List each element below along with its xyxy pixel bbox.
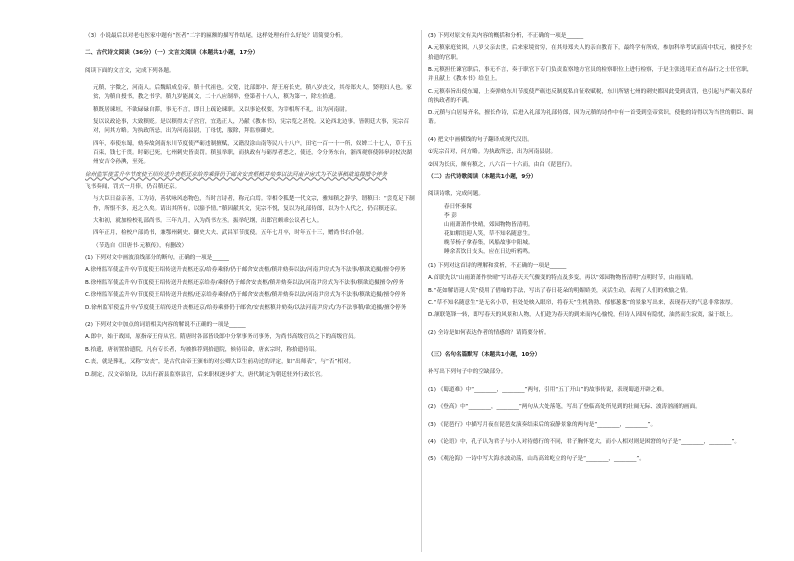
fill-item-2: (2) 《登高》中“________，________”两句从大处落笔，写出了登临高处所见到的壮阔无际、波涛汹涌的画面。: [428, 404, 701, 411]
passage-paragraph-8: 四年正月，检校户部尚书，兼鄂州刺史、御史大夫、武昌军节度使。五年七月卒，时年五十三，赠尚书右仆射。: [93, 230, 368, 237]
fill-item-4: (4) 《论语》中，孔子认为君子与小人对待德行的不同，君子胸怀宽大，而小人相对则是困窘的句子是“________，________”。: [428, 439, 740, 446]
mcq-1-option-a: A.徐州监军使孟升卒/节度使王绍传送升丧柩还京/给券乘驿/仍于邮舍安丧柩/稹并劾奏以法/河南尹房式为不法事/稹欲追摄/擅令停务: [85, 267, 406, 274]
fill-item-1: (1) 《蜀道难》中“________，________”两句，引用“五丁开山”的故事传说，表现蜀道开辟之难。: [428, 386, 668, 393]
passage-paragraph-1: 元稹，字微之，河南人。后魏昭成皇帝，稹十代祖也。父宽，比部郎中、舒王府长史，稹八岁丧父，其母郑夫人，贤明妇人也。家贫，为稹自授书，教之书学。稹九岁能属文，二十八应制举，登第者十八人，稹为第一，除左拾遗。: [93, 85, 412, 101]
fill-item-3: (3) 《琵琶行》中描写月夜在琵琶女演奏结束后的寂静景象的两句是“________，________”。: [428, 421, 657, 428]
translation-sentence-2: ②因为长庆，颇有稹之，八六百一十六而，由白《琵琶行》。: [428, 161, 576, 168]
poem-title: 春日怀秦髯: [444, 203, 472, 210]
mcq-1-option-c: C.徐州监军使孟升卒/节度使王绍传送升丧柩/还京给券乘驿/仍于邮舍安丧柩/稹并劾奏以法/河南尹房式为不法事/稹欲追摄/擅令停务: [85, 292, 406, 299]
translation-sentence-1: ①宪宗召对，问方略。为执政所忌，出为河南县尉。: [428, 149, 557, 156]
passage-paragraph-5: 飞书奏闻，罚式一月俸，仍召稹还京。: [85, 183, 181, 190]
question-3-prompt: （3）小说最后以对老屯医家中题有“医者”二字的匾额的描写作结尾，这样处理有什么好处？请简要分析。: [85, 33, 347, 39]
poem-author: 李 彭: [444, 212, 457, 219]
mcq-3-option-c: C.元稹奉旨出使东蜀，上奏弹劾东川节度使严砺违反制度私自征收赋税，东川所辖七州的刺史都因此受到责罚，也引起与严砺关系好的执政者的不满。: [428, 88, 753, 104]
passage-source: （节选自《旧唐书·元稹传》，有删改）: [93, 242, 188, 249]
poem-line: 晚节杨子拿春集，风船故事中阳城。: [444, 239, 534, 246]
poem-mcq-option-d: D.颔联笔锋一转，即写春天的风景和人物，人们趁为春天的到来而内心愉悦，但诗人因因有隐忧，油然而生寂寞，溢于纸上。: [428, 312, 737, 319]
mcq-3-option-b: B.元稹担任谏官职后，事无不言，奏于职官下专门负责监察地方官员的检察职位上进行检察，于是主张选用正直有品行之士任官职，并且献上《教本书》给皇上。: [428, 66, 753, 83]
mcq-3-option-d: D.元稹与白居易齐名，擅长作诗，后进入礼部为礼部侍郎，因为元稹的诗作中有一首受到皇帝赏识，使他的诗得以为当世的朝臣、调谐。: [428, 110, 753, 126]
mcq-2-option-b: B.拾遗，唐初置拾遗院，凡有专长者，均被推荐到拾遗院，候待诏命，唐玄宗时，称拾遗待诏。: [85, 346, 320, 353]
mcq-2-stem: (2) 下列对文中加点的词语相关内容的解说不正确的一项是______: [85, 322, 246, 329]
right-column: [428, 32, 753, 468]
mcq-3-stem: (3) 下列对原文有关内容的概括和分析，不正确的一项是______: [428, 33, 584, 39]
mcq-2-option-c: C.丧，就是葬礼，又称“安丧”，是古代由帝王颁布的对公卿大臣生前功过的评定，如“出师表”，与“否”相对。: [85, 359, 355, 366]
mcq-1-option-b: B.徐州监军使孟升卒/节度使王绍传送升丧柩还京给券/乘驿仍于邮舍安丧柩/稹并劾奏以法/河南尹房式为不法事/稹欲追摄擅令/停务: [85, 279, 404, 286]
mcq-2-option-a: A.郎中，始于战国，原指帝王侍从官。隋唐时各部皆设郎中分掌事务司事务，为尚书高级官员之下的高级官员。: [85, 334, 360, 341]
poem-line: 山雨萧萧作快晴，郊园物物皆清明。: [444, 221, 534, 228]
left-column: [85, 32, 415, 383]
poem-mcq-option-a: A.首联先以“山雨萧萧作快晴”写出春天天气骤变的特点及多变，再以“郊园物物皆清明”点明时节，由雨而晴。: [428, 275, 697, 282]
passage-paragraph-6: 与大臣日益亲善，工为诗，善状咏风态物色，当时言诗者，称元白焉。宰相令狐楚一代文宗，雅知稹之辞学，谓稹曰：“尝览足下制作，所恨不多，迟之久矣。请出其所有，以豁予情。”稹因献其文，宪宗不悦，复以为礼部侍郎，以为个人代之，仍召稹还京。: [93, 196, 415, 212]
poem-line: 花如解语迎人笑，草不知名随意生。: [444, 230, 534, 237]
poem-analysis-question: (2) 全诗是如何表达作者的情感的？请简要分析。: [428, 329, 550, 336]
passage-paragraph-3: 复以议政论事，大致稹贬。是以稹得太子宫官，宜选正人，乃献《教本书》，宪宗览之甚悦。又论西北边事，皆朝廷大事，宪宗召对，问其方略。为执政所忌，出为河南县尉，丁母忧，服除，拜监察御史。: [93, 119, 410, 135]
poem-mcq-stem: (1) 下列对这首诗的理解和赏析，不正确的一项是______: [428, 262, 567, 269]
fill-item-5: (5) 《观沧海》一诗中写大海水波动荡，山岛高耸屹立的句子是“________，________”。: [428, 456, 645, 463]
section-heading-classical: 二、古代诗文阅读（36分）（一）文言文阅读（本题共1小题，17分）: [85, 50, 259, 57]
passage-paragraph-4: 四年，奉使东蜀，劾奏故剑南东川节度使严砺违制擅赋，又籍没涂山南等民八十八户，田宅一百一十一所，奴婢二十七人，草千五百束，钱七千贯。时砺已死，七州刺史皆责罚。稹虽举职，而执政有与砺厚者恶之，使还，令分务东台，浙西观察使韩皋封杖决湖州安吉令孙淟，至死。: [93, 140, 412, 166]
passage-paragraph-7: 大和初，就加检校礼部尚书。三年九月，入为尚书左丞。振举纪纲，出郎官颇乖公议者七人。: [93, 217, 323, 224]
mcq-2-option-d: D.制定，汉文帝始设，以出行新县监察县官，后来职权逐步扩大，唐代制定为朝廷驻外行政长官。: [85, 371, 327, 378]
fill-instruction: 补写出下列句子中的空缺部分。: [428, 369, 507, 376]
poem-block: [428, 203, 753, 257]
section-heading-recitation: （三）名句名篇默写（本题共1小题，10分）: [428, 352, 541, 359]
wavy-underlined-sentence: 徐州监军使孟升卒节度使王绍传送升丧柩还京给券乘驿仍于邮舍安丧柩稹并劾奏以法河南尹房式为不法事稹欲追摄擅令停务: [85, 171, 388, 178]
reading-instruction: 阅读下面的文言文，完成下列各题。: [85, 67, 175, 74]
section-heading-poetry: （二）古代诗歌阅读（本题共1小题，9分）: [428, 173, 537, 180]
mcq-1-stem: (1) 下列对文中画波浪线部分的断句，正确的一项是______: [85, 255, 229, 262]
poem-mcq-option-b: B.“花如解语迎人笑”使用了借喻的手法，写出了春日花朵的明媚娇美，灵活生动，表现了人们的欢愉之情。: [428, 287, 692, 294]
mcq-1-option-d: D.徐州监军使孟升卒/节度使王绍传送升丧柩还京/给券乘驿仍于邮舍/安丧柩稹并劾奏/以法河南尹房式/为不法事稹/欲追摄/擅令停务: [85, 304, 407, 311]
translation-prompt: (4) 把文中画横线的句子翻译成现代汉语。: [428, 136, 533, 143]
passage-paragraph-2: 稹既居谏垣，不欲碌碌自滞，事无不言，即日上疏论谏职。又以事论权要，为宰相所不礼，出为河南尉。: [93, 106, 351, 113]
poem-line: 睡余茗饮日支头，应在日边听鸦鸣。: [444, 248, 534, 255]
poem-mcq-option-c: C.“草不知名随意生”是无名小草，但处处映入眼帘，将春天“生机勃勃、郁郁葱葱”的景象写出来，表现春天的气息非常浓厚。: [428, 299, 737, 306]
poem-instruction: 阅读诗歌，完成问题。: [428, 191, 484, 198]
column-divider: [421, 30, 422, 552]
mcq-3-option-a: A.元稹家庭贫困，八岁父亲去世，后来家境贫穷，在其母郑夫人的亲自教育下，最终学有所成，参加科举考试而高中状元，被授予左拾遗的官职。: [428, 45, 753, 61]
